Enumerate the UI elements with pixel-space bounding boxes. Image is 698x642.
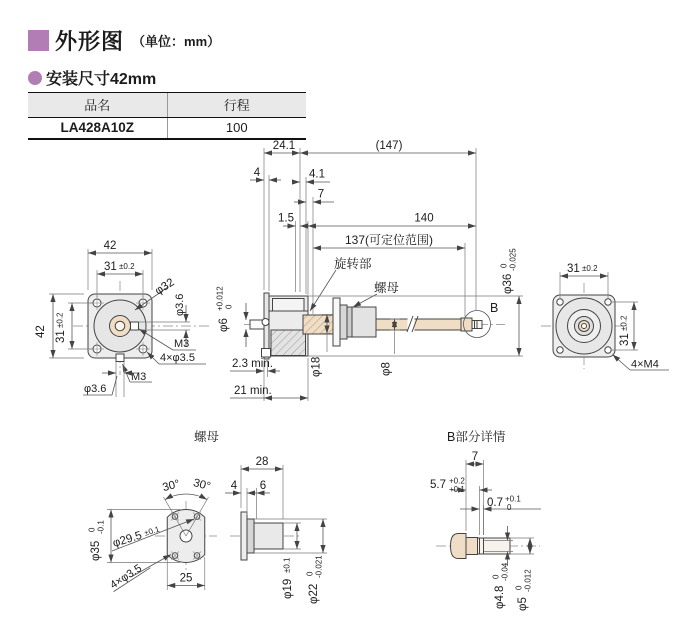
dim-phi5: φ5 [517, 597, 529, 611]
svg-text:+0.1: +0.1 [505, 494, 521, 504]
dim-phi4-8: φ4.8 [494, 585, 506, 609]
svg-text:-0.012: -0.012 [523, 569, 533, 592]
nut-collar [340, 305, 347, 339]
page-title: 外形图 [55, 29, 125, 54]
dim-nut-6: 6 [259, 480, 267, 492]
nut-side-collar [247, 519, 254, 553]
screw-shaft [303, 315, 333, 334]
dim-31-top-rear: 31 [567, 263, 580, 275]
dim-angle-right: 30° [191, 477, 212, 494]
svg-text:-0.025: -0.025 [508, 248, 518, 271]
dim-42-side: 42 [35, 325, 47, 338]
label-m3-bottom: M3 [131, 371, 147, 383]
svg-text:φ36: φ36 [502, 273, 514, 294]
main-side-view [216, 140, 524, 401]
col-header-product: 品名 [84, 98, 111, 113]
dim-5-7: 5.7 [430, 479, 446, 491]
dim-21-min: 21 min. [234, 385, 272, 397]
b-detail-title: B部分详情 [447, 430, 506, 444]
unit-note: （单位：mm） [132, 34, 221, 49]
svg-text:±0.2: ±0.2 [582, 264, 598, 273]
svg-text:+0.012: +0.012 [215, 286, 225, 311]
m3-side-hole [131, 322, 139, 330]
subtitle: 安装尺寸42mm [46, 71, 157, 88]
svg-text:0: 0 [87, 527, 97, 532]
dim-nut-4: 4 [230, 480, 238, 492]
dim-b-7: 7 [471, 451, 479, 463]
label-m3-side: M3 [174, 338, 190, 350]
dim-4: 4 [253, 167, 261, 179]
svg-text:-0.021: -0.021 [314, 555, 324, 578]
dim-rear-mount-holes: 4×M4 [631, 358, 659, 371]
rod-end-collar [461, 318, 472, 331]
rear-flange-view [541, 263, 669, 371]
dim-phi18: φ18 [310, 356, 323, 377]
dim-2-3-min: 2.3 min. [232, 358, 273, 370]
svg-text:φ6: φ6 [218, 318, 230, 332]
dim-31-top: 31 [104, 261, 117, 273]
dim-28: 28 [255, 456, 269, 468]
dim-phi22: φ22 [308, 583, 320, 604]
dim-nut-holes: 4×φ3.5 [108, 562, 144, 592]
dim-phi36 [500, 248, 518, 294]
pin-collar [466, 538, 478, 555]
svg-text:±0.2: ±0.2 [119, 262, 135, 271]
dim-25: 25 [179, 572, 193, 585]
dim-24-1: 24.1 [272, 140, 296, 152]
dim-147: (147) [375, 140, 403, 152]
dim-1-5: 1.5 [278, 212, 294, 225]
dim-42-top: 42 [103, 240, 117, 252]
rod-end-head [451, 534, 467, 559]
front-flange-view [35, 240, 210, 397]
dim-phi32: φ32 [153, 276, 177, 298]
col-header-stroke: 行程 [167, 93, 307, 117]
label-nut: 螺母 [374, 281, 400, 295]
dim-137-positioning-range: 137(可定位范围) [344, 233, 434, 247]
dim-phi3-6-side: φ3.6 [174, 293, 186, 316]
b-detail-view [430, 429, 541, 611]
svg-text:±0.2: ±0.2 [55, 312, 65, 328]
dim-mount-holes: 4×φ3.5 [160, 352, 195, 364]
svg-text:0: 0 [499, 263, 509, 268]
svg-text:±0.1: ±0.1 [282, 557, 292, 573]
dim-140: 140 [414, 212, 434, 225]
dim-phi3-6-bottom: φ3.6 [84, 383, 107, 395]
nut-side-flange [241, 512, 247, 560]
svg-text:0: 0 [507, 503, 512, 512]
svg-text:+0.1: +0.1 [449, 485, 465, 494]
svg-text:0: 0 [491, 574, 501, 579]
pin-groove [478, 538, 484, 554]
dim-4-1: 4.1 [309, 168, 325, 181]
svg-text:±0.1: ±0.1 [143, 524, 161, 538]
cell-product-name: LA428A10Z [60, 120, 135, 135]
svg-text:±0.2: ±0.2 [619, 315, 629, 331]
dim-phi29-5: φ29.5 [111, 529, 144, 550]
dim-phi8: φ8 [380, 362, 393, 376]
gear-section-hatch [271, 330, 306, 356]
rod [376, 319, 461, 330]
dim-angle-left: 30° [161, 478, 182, 495]
svg-text:-0.1: -0.1 [96, 520, 106, 534]
m3-bottom-hole [116, 354, 124, 362]
svg-text:0: 0 [514, 585, 524, 590]
svg-text:-0.04: -0.04 [500, 562, 510, 581]
set-screw-section [262, 319, 269, 326]
nut-detail-title: 螺母 [194, 430, 220, 444]
dim-31-side-rear: 31 [619, 333, 631, 346]
label-detail-b-marker: B [490, 301, 499, 315]
dim-phi6 [216, 286, 234, 332]
nut-flange [333, 298, 340, 346]
dim-0-7: 0.7 [487, 497, 503, 509]
svg-text:+0.2: +0.2 [449, 476, 465, 486]
dim-7: 7 [317, 188, 325, 201]
dim-phi35: φ35 [90, 540, 102, 561]
nut-side-cylinder [254, 523, 283, 549]
svg-text:0: 0 [224, 304, 234, 309]
dim-31-side: 31 [55, 330, 67, 343]
cell-stroke-value: 100 [167, 118, 307, 138]
nut-detail-view [88, 429, 328, 604]
dim-phi19: φ19 [282, 578, 294, 599]
svg-text:0: 0 [305, 571, 315, 576]
label-rotating-part: 旋转部 [334, 257, 372, 271]
